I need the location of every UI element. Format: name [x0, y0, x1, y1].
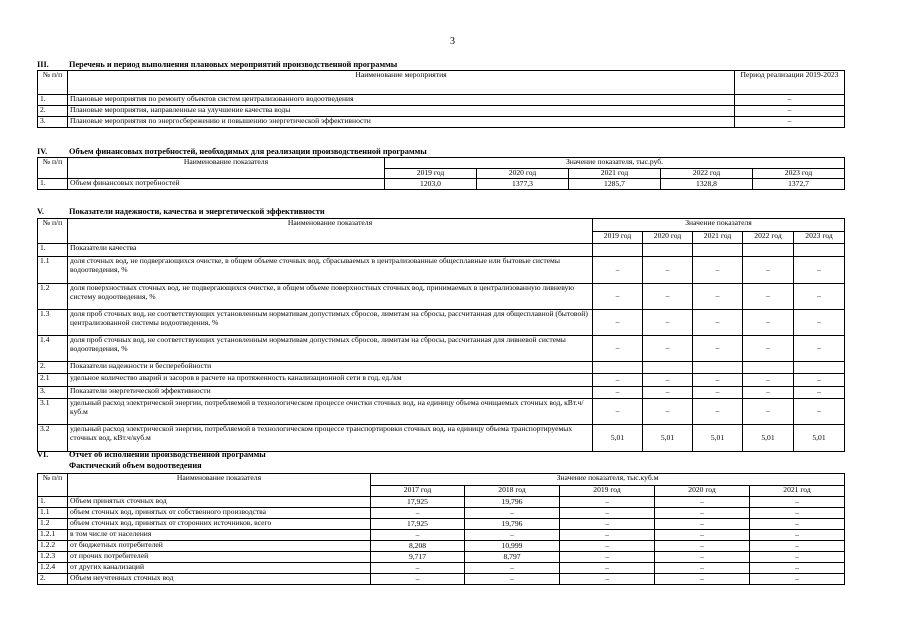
table-row: [38, 179, 845, 190]
row-value: 8,208: [371, 541, 465, 552]
section-6-number: VI.: [37, 450, 49, 459]
row-number: 1.1: [38, 508, 68, 519]
header-name: Наименование показателя: [68, 474, 371, 497]
row-value: –: [643, 399, 693, 425]
header-period: Период реализации 2019-2023: [735, 71, 845, 95]
row-value: –: [743, 310, 794, 336]
table-row: [38, 574, 845, 585]
row-name: Объем неучтенных сточных вод: [68, 574, 371, 585]
row-number: 1.2: [38, 519, 68, 530]
year-header: 2019 год: [560, 486, 655, 497]
row-value: –: [655, 541, 750, 552]
row-name: Показатели энергетической эффективности: [68, 387, 593, 399]
row-value: –: [465, 574, 560, 585]
row-name: удельный расход электрической энергии, потребляемой в технологическом процессе очистки сточных вод, на единицу объема очищаемых сточных вод, кВт.ч/куб.м: [68, 399, 593, 425]
row-value: –: [743, 387, 794, 399]
table-row: [38, 244, 845, 257]
year-header: 2019 год: [385, 169, 477, 179]
row-value: –: [693, 336, 743, 362]
table-planned-measures: [37, 70, 845, 128]
row-value: 1203,0: [385, 179, 477, 190]
row-value: –: [655, 552, 750, 563]
row-value: –: [655, 530, 750, 541]
table-row: [38, 336, 845, 362]
header-name: Наименование мероприятия: [68, 71, 735, 95]
row-name: Плановые мероприятия по энергосбережению и повышению энергетической эффективности: [68, 117, 735, 128]
header-no: № п/п: [38, 219, 68, 244]
row-value: 17,925: [371, 519, 465, 530]
row-value: 8,797: [465, 552, 560, 563]
row-value: 10,999: [465, 541, 560, 552]
row-value: –: [743, 399, 794, 425]
table-row: [38, 310, 845, 336]
row-number: 3.1: [38, 399, 68, 425]
row-value: –: [743, 336, 794, 362]
row-number: 1.: [38, 244, 68, 257]
row-number: 1.2.2: [38, 541, 68, 552]
row-name: от бюджетных потребителей: [68, 541, 371, 552]
header-name: Наименование показателя: [68, 158, 385, 179]
row-value: –: [693, 257, 743, 284]
row-value: –: [560, 497, 655, 508]
row-number: 1.2.1: [38, 530, 68, 541]
table-indicators: [37, 218, 845, 452]
row-value: –: [794, 387, 845, 399]
row-number: 3.: [38, 117, 68, 128]
row-value: [643, 362, 693, 374]
row-value: 5,01: [794, 425, 845, 452]
row-value: –: [643, 310, 693, 336]
section-4-heading: [37, 147, 427, 156]
row-value: –: [735, 117, 845, 128]
row-value: 1328,8: [661, 179, 753, 190]
header-value: Значение показателя, тыс.руб.: [385, 158, 845, 169]
table-body: [38, 95, 845, 128]
row-value: –: [371, 508, 465, 519]
row-value: –: [593, 399, 643, 425]
header-no: № п/п: [38, 158, 68, 179]
row-value: –: [750, 519, 845, 530]
row-value: [593, 362, 643, 374]
row-name: доля поверхностных сточных вод, не подвергающихся очистке, в общем объеме поверхностных сточных вод, принимаемых в централизованную ливневую систему водоотведения, %: [68, 284, 593, 310]
table-row: [38, 374, 845, 387]
row-number: 1.4: [38, 336, 68, 362]
row-value: –: [371, 563, 465, 574]
row-value: –: [643, 336, 693, 362]
row-number: 1.1: [38, 257, 68, 284]
table-row: [38, 541, 845, 552]
row-value: –: [560, 508, 655, 519]
table-row: [38, 497, 845, 508]
row-value: 17,925: [371, 497, 465, 508]
section-3-number: III.: [37, 60, 49, 69]
year-header: 2022 год: [743, 232, 794, 244]
table-row: [38, 257, 845, 284]
table-row: [38, 519, 845, 530]
row-value: [743, 244, 794, 257]
header-no: № п/п: [38, 474, 68, 497]
row-value: –: [794, 310, 845, 336]
row-number: 1.2.3: [38, 552, 68, 563]
row-name: объем сточных вод, принятых от собственного производства: [68, 508, 371, 519]
row-value: –: [794, 399, 845, 425]
row-value: –: [794, 257, 845, 284]
table-row: [38, 508, 845, 519]
row-value: –: [560, 574, 655, 585]
row-value: –: [593, 387, 643, 399]
table-financial-needs: [37, 157, 845, 190]
row-value: –: [593, 284, 643, 310]
section-5-number: V.: [37, 207, 44, 216]
row-value: –: [643, 387, 693, 399]
row-name: от прочих потребителей: [68, 552, 371, 563]
year-header: 2021 год: [693, 232, 743, 244]
row-value: –: [693, 399, 743, 425]
row-value: –: [465, 530, 560, 541]
row-value: 19,796: [465, 519, 560, 530]
row-value: 1285,7: [569, 179, 661, 190]
row-value: –: [750, 563, 845, 574]
row-value: –: [560, 519, 655, 530]
row-value: –: [593, 310, 643, 336]
row-value: –: [655, 519, 750, 530]
row-name: от других канализаций: [68, 563, 371, 574]
section-6-subtitle: Фактический объем водоотведения: [69, 461, 202, 470]
year-header: 2020 год: [477, 169, 569, 179]
row-number: 1.: [38, 95, 68, 106]
header-value: Значение показателя: [593, 219, 845, 232]
row-value: 5,01: [643, 425, 693, 452]
table-row: [38, 425, 845, 452]
table-body: [38, 497, 845, 585]
row-value: –: [655, 508, 750, 519]
row-value: –: [743, 374, 794, 387]
row-value: –: [560, 541, 655, 552]
section-3-heading: [37, 60, 397, 69]
table-row: [38, 399, 845, 425]
row-value: 5,01: [693, 425, 743, 452]
row-value: –: [655, 574, 750, 585]
table-row: [38, 563, 845, 574]
row-value: –: [794, 284, 845, 310]
row-name: доля сточных вод, не подвергающихся очистке, в общем объеме сточных вод, сбрасываемых в централизованные общесплавные или бытовые системы водоотведения, %: [68, 257, 593, 284]
row-value: –: [643, 374, 693, 387]
table-row: [38, 106, 845, 117]
row-name: Плановые мероприятия, направленные на улучшение качества воды: [68, 106, 735, 117]
table-body: [38, 179, 845, 190]
table-row: [38, 117, 845, 128]
row-value: –: [750, 497, 845, 508]
row-value: –: [593, 374, 643, 387]
row-value: –: [643, 284, 693, 310]
table-row: [38, 362, 845, 374]
table-body: [38, 244, 845, 452]
row-value: –: [371, 574, 465, 585]
year-header: 2019 год: [593, 232, 643, 244]
row-value: –: [743, 257, 794, 284]
table-wastewater-volume: [37, 473, 845, 585]
row-number: 1.: [38, 179, 68, 190]
row-value: –: [655, 563, 750, 574]
row-number: 1.: [38, 497, 68, 508]
row-name: Объем финансовых потребностей: [68, 179, 385, 190]
row-value: 19,796: [465, 497, 560, 508]
row-value: –: [655, 497, 750, 508]
row-value: –: [693, 374, 743, 387]
row-value: –: [735, 95, 845, 106]
row-value: [643, 244, 693, 257]
section-4-number: IV.: [37, 147, 48, 156]
row-value: [794, 244, 845, 257]
row-value: –: [693, 387, 743, 399]
header-no: № п/п: [38, 71, 68, 95]
row-value: 9,717: [371, 552, 465, 563]
section-6-heading: [37, 450, 266, 459]
row-value: –: [735, 106, 845, 117]
row-value: 5,01: [593, 425, 643, 452]
table-row: [38, 95, 845, 106]
row-number: 2.: [38, 106, 68, 117]
row-value: –: [560, 552, 655, 563]
section-6-title: Отчет об исполнении производственной программы: [69, 450, 266, 459]
row-value: 1372,7: [753, 179, 845, 190]
row-value: –: [794, 336, 845, 362]
row-value: –: [693, 310, 743, 336]
row-value: [743, 362, 794, 374]
row-value: [693, 244, 743, 257]
row-name: в том числе от населения: [68, 530, 371, 541]
row-value: –: [560, 530, 655, 541]
row-value: [794, 362, 845, 374]
year-header: 2023 год: [794, 232, 845, 244]
row-number: 1.3: [38, 310, 68, 336]
row-name: доля проб сточных вод, не соответствующих установленным нормативам допустимых сбросов, лимитам на сбросы, рассчитанная для ливневой системы водоотведения, %: [68, 336, 593, 362]
year-header: 2021 год: [750, 486, 845, 497]
section-4-title: Объем финансовых потребностей, необходимых для реализации производственной программы: [69, 147, 427, 156]
row-value: 1377,3: [477, 179, 569, 190]
row-name: Объем принятых сточных вод: [68, 497, 371, 508]
row-number: 2.1: [38, 374, 68, 387]
section-5-heading: [37, 207, 325, 216]
table-row: [38, 387, 845, 399]
row-value: [593, 244, 643, 257]
table-row: [38, 530, 845, 541]
row-value: –: [693, 284, 743, 310]
row-value: –: [371, 530, 465, 541]
row-value: –: [465, 508, 560, 519]
row-value: –: [794, 374, 845, 387]
row-value: –: [750, 574, 845, 585]
row-number: 2.: [38, 362, 68, 374]
year-header: 2021 год: [569, 169, 661, 179]
row-name: удельное количество аварий и засоров в расчете на протяженность канализационной сети в год, ед./км: [68, 374, 593, 387]
year-header: 2023 год: [753, 169, 845, 179]
row-name: доля проб сточных вод, не соответствующих установленным нормативам допустимых сбросов, лимитам на сбросы, рассчитанная для общесплавной (бытовой) централизованной системы водоотведения, %: [68, 310, 593, 336]
row-value: –: [593, 257, 643, 284]
header-value: Значение показателя, тыс.куб.м: [371, 474, 845, 486]
row-value: [693, 362, 743, 374]
row-number: 2.: [38, 574, 68, 585]
page-number: 3: [450, 36, 455, 47]
row-name: удельный расход электрической энергии, потребляемой в технологическом процессе транспортировки сточных вод, на единицу объема транспортируемых сточных вод, кВт.ч/куб.м: [68, 425, 593, 452]
year-header: 2022 год: [661, 169, 753, 179]
row-value: –: [593, 336, 643, 362]
year-header: 2018 год: [465, 486, 560, 497]
year-header: 2017 год: [371, 486, 465, 497]
row-value: –: [750, 530, 845, 541]
row-value: 5,01: [743, 425, 794, 452]
row-name: Показатели качества: [68, 244, 593, 257]
row-value: –: [643, 257, 693, 284]
table-row: [38, 552, 845, 563]
row-name: Плановые мероприятия по ремонту объектов систем централизованного водоотведения: [68, 95, 735, 106]
row-number: 1.2: [38, 284, 68, 310]
year-header: 2020 год: [643, 232, 693, 244]
row-value: –: [465, 563, 560, 574]
row-value: –: [560, 563, 655, 574]
row-value: –: [750, 508, 845, 519]
table-row: [38, 284, 845, 310]
row-value: –: [750, 541, 845, 552]
row-number: 3.2: [38, 425, 68, 452]
section-3-title: Перечень и период выполнения плановых мероприятий производственной программы: [69, 60, 398, 69]
row-number: 3.: [38, 387, 68, 399]
section-5-title: Показатели надежности, качества и энергетической эффективности: [69, 207, 325, 216]
row-name: объем сточных вод, принятых от сторонних источников, всего: [68, 519, 371, 530]
year-header: 2020 год: [655, 486, 750, 497]
row-name: Показатели надежности и бесперебойности: [68, 362, 593, 374]
row-value: –: [750, 552, 845, 563]
row-number: 1.2.4: [38, 563, 68, 574]
row-value: –: [743, 284, 794, 310]
header-name: Наименование показателя: [68, 219, 593, 244]
